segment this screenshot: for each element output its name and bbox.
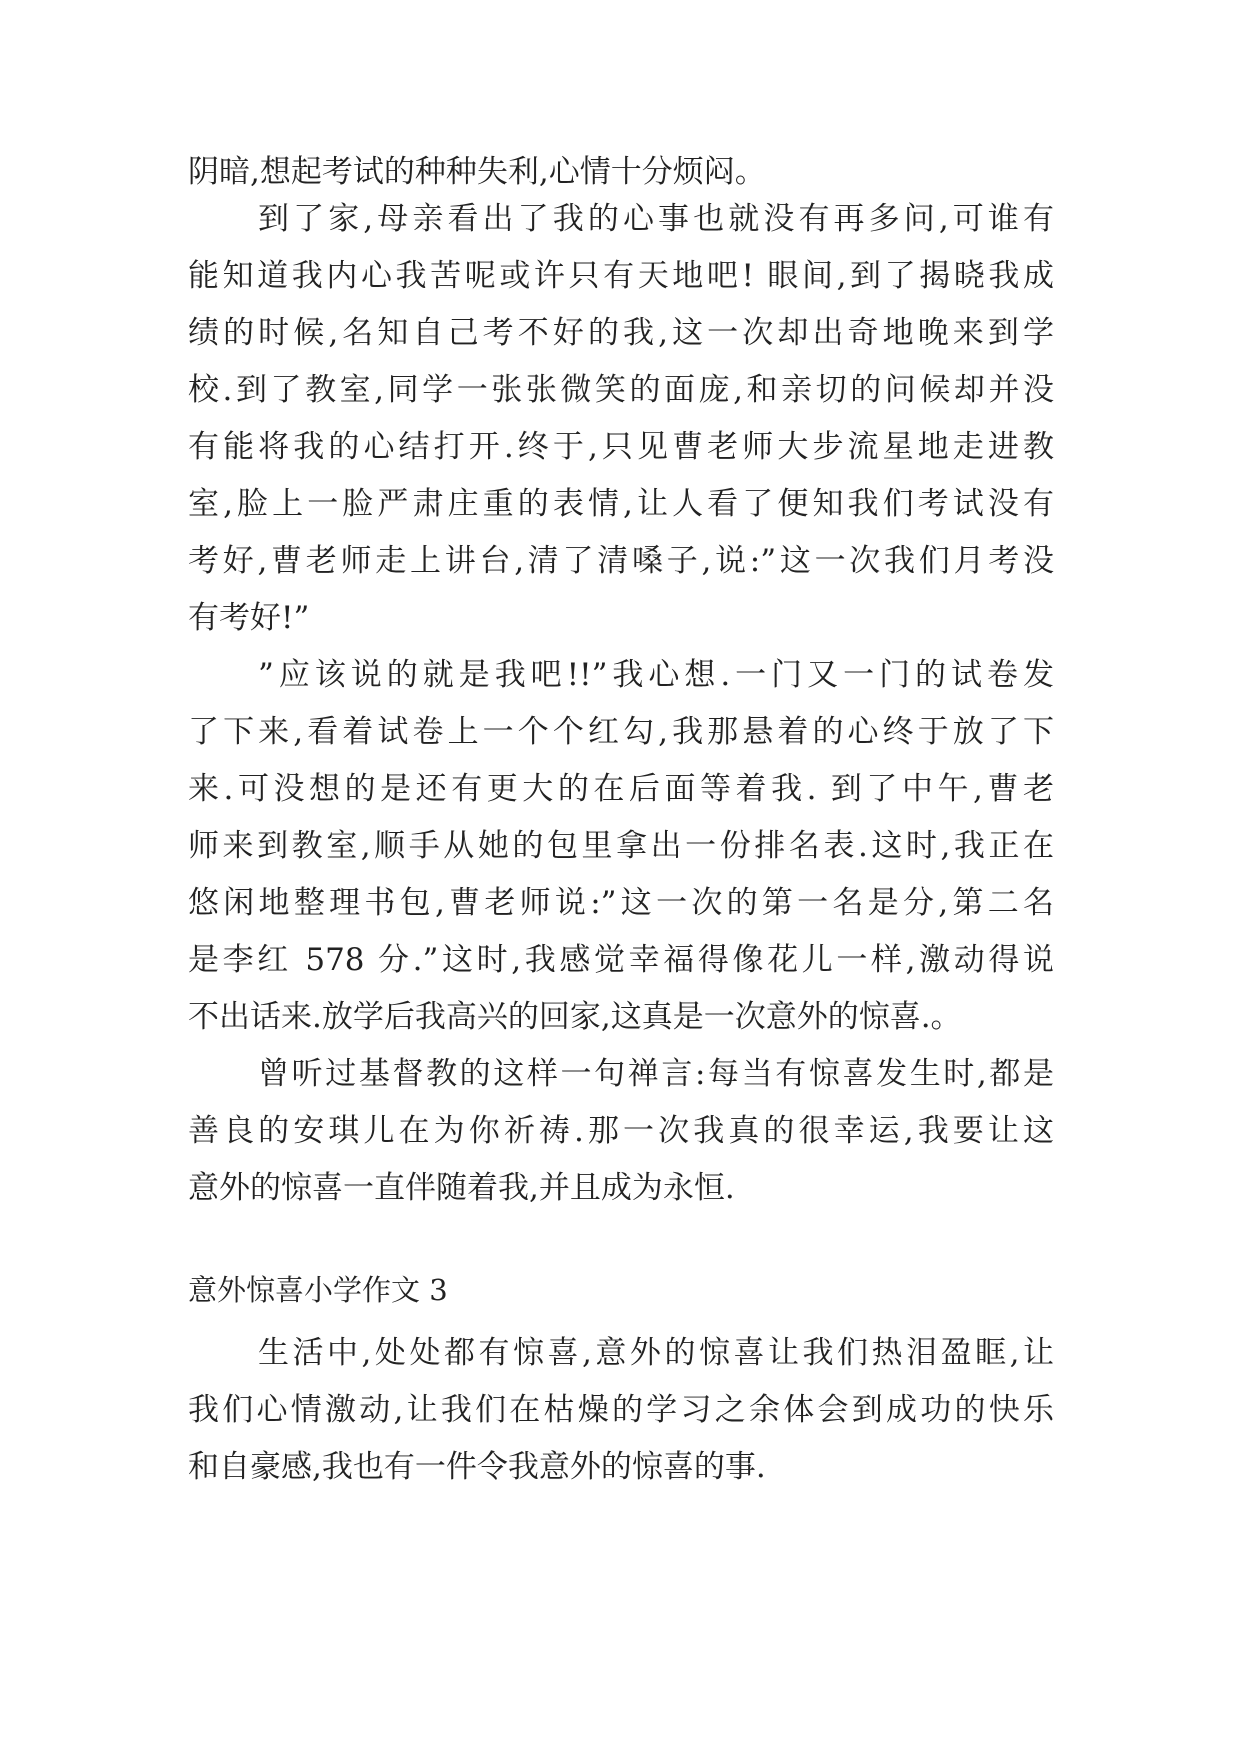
text-line: 校.到了教室,同学一张张微笑的面庞,和亲切的问候却并没 bbox=[188, 372, 1054, 408]
text-line: 悠闲地整理书包,曹老师说:”这一次的第一名是分,第二名 bbox=[188, 885, 1054, 921]
text-line: 考好,曹老师走上讲台,清了清嗓子,说:”这一次我们月考没 bbox=[188, 543, 1054, 579]
text-line: 室,脸上一脸严肃庄重的表情,让人看了便知我们考试没有 bbox=[188, 486, 1054, 522]
text-line: 有考好!” bbox=[188, 600, 310, 636]
text-line: 意外的惊喜一直伴随着我,并且成为永恒. bbox=[188, 1170, 735, 1206]
text-line: 和自豪感,我也有一件令我意外的惊喜的事. bbox=[188, 1449, 766, 1485]
text-line: 是李红 578 分.”这时,我感觉幸福得像花儿一样,激动得说 bbox=[188, 942, 1054, 978]
text-line: 来.可没想的是还有更大的在后面等着我. 到了中午,曹老 bbox=[188, 771, 1054, 807]
text-line: 到了家,母亲看出了我的心事也就没有再多问,可谁有 bbox=[258, 201, 1054, 237]
text-line: 了下来,看着试卷上一个个红勾,我那悬着的心终于放了下 bbox=[188, 714, 1054, 750]
text-line: 绩的时候,名知自己考不好的我,这一次却出奇地晚来到学 bbox=[188, 315, 1054, 351]
text-line: 能知道我内心我苦呢或许只有天地吧! 眼间,到了揭晓我成 bbox=[188, 258, 1054, 294]
text-line: 善良的安琪儿在为你祈祷.那一次我真的很幸运,我要让这 bbox=[188, 1113, 1054, 1149]
text-line: 生活中,处处都有惊喜,意外的惊喜让我们热泪盈眶,让 bbox=[258, 1335, 1054, 1371]
text-line: 阴暗,想起考试的种种失利,心情十分烦闷。 bbox=[188, 154, 766, 190]
text-line: 师来到教室,顺手从她的包里拿出一份排名表.这时,我正在 bbox=[188, 828, 1054, 864]
text-line: 我们心情激动,让我们在枯燥的学习之余体会到成功的快乐 bbox=[188, 1392, 1054, 1428]
text-line: 不出话来.放学后我高兴的回家,这真是一次意外的惊喜.。 bbox=[188, 999, 962, 1035]
text-line: ”应该说的就是我吧!!”我心想.一门又一门的试卷发 bbox=[258, 657, 1054, 693]
text-line: 曾听过基督教的这样一句禅言:每当有惊喜发生时,都是 bbox=[258, 1056, 1054, 1092]
section-heading: 意外惊喜小学作文 3 bbox=[188, 1273, 448, 1307]
text-line: 有能将我的心结打开.终于,只见曹老师大步流星地走进教 bbox=[188, 429, 1054, 465]
